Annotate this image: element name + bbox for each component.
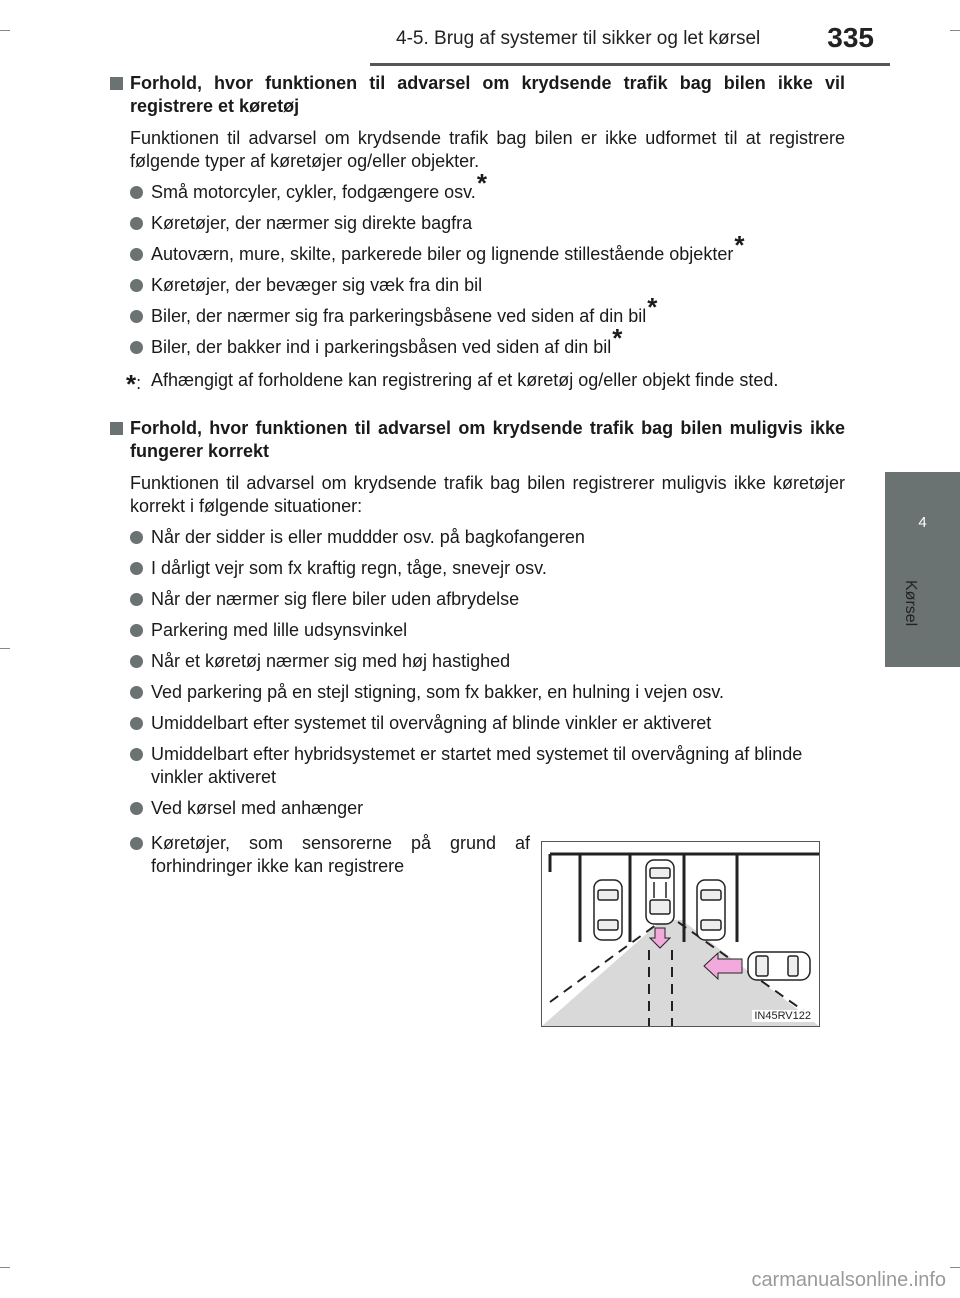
list-item-text: Når der sidder is eller muddder osv. på bagkofangeren [151,527,585,547]
list-item-text: Biler, der bakker ind i parkeringsbåsen ved siden af din bil [151,337,612,357]
list-item [110,526,845,549]
section-heading [110,417,845,463]
crop-mark [0,648,10,649]
list-item-text: Køretøjer, der nærmer sig direkte bagfra [151,213,473,233]
crop-mark [0,30,10,31]
round-bullet-icon [130,717,143,730]
list-item [110,619,845,642]
list-item-text: Ved kørsel med anhænger [151,798,364,818]
list-item-text: Små motorcyler, cykler, fodgængere osv. [151,182,476,202]
approaching-car [748,952,810,980]
list-item [110,743,845,789]
list-item-text: Biler, der nærmer sig fra parkeringsbåsene ved siden af din bil [151,306,647,326]
round-bullet-icon [130,562,143,575]
figure-code: IN45RV122 [754,1010,811,1022]
round-bullet-icon [130,802,143,815]
footnote-text: Afhængigt af forholdene kan registrering af et køretøj og/eller objekt finde sted. [151,370,779,390]
section-heading-text: Forhold, hvor funktionen til advarsel om krydsende trafik bag bilen ikke vil registrere et køretøj [130,73,845,116]
list-item-text: Ved parkering på en stejl stigning, som fx bakker, en hulning i vejen osv. [151,682,725,702]
chapter-label [895,580,921,650]
list-item [110,323,845,359]
round-bullet-icon [130,748,143,761]
footnote-star: * [476,168,487,198]
list-item [110,230,845,266]
round-bullet-icon [130,593,143,606]
list-item [110,797,845,820]
list-item [110,557,845,580]
list-item-text: Umiddelbart efter systemet til overvågning af blinde vinkler er aktiveret [151,713,712,733]
list-item-text: Køretøjer, som sensorerne på grund af forhindringer ikke kan registrere [151,833,530,876]
crop-mark [950,1267,960,1268]
list-item [110,168,845,204]
list-item [110,681,845,704]
round-bullet-icon [130,310,143,323]
list-item-text: Når et køretøj nærmer sig med høj hastighed [151,651,511,671]
list-item [110,292,845,328]
page-number: 335 [827,22,874,53]
crop-mark [0,1267,10,1268]
footnote-star: * [612,323,623,353]
round-bullet-icon [130,186,143,199]
list-item [110,712,845,735]
chapter-number: 4 [918,514,927,531]
square-bullet-icon [110,422,123,435]
list-item-text: Autoværn, mure, skilte, parkerede biler og lignende stillestående objekter [151,244,734,264]
header-rule [370,63,890,66]
parked-car-left [594,880,622,940]
list-item-text: Parkering med lille udsynsvinkel [151,620,408,640]
footnote-star: * [647,292,658,322]
chapter-label-text: Kørsel [902,580,919,627]
main-content [110,72,845,878]
round-bullet-icon [130,837,143,850]
list-item-text: Når der nærmer sig flere biler uden afbrydelse [151,589,520,609]
list-item-text: I dårligt vejr som fx kraftig regn, tåge, snevejr osv. [151,558,547,578]
round-bullet-icon [130,279,143,292]
parking-illustration [541,841,820,1027]
square-bullet-icon [110,77,123,90]
section-heading-text: Forhold, hvor funktionen til advarsel om krydsende trafik bag bilen muligvis ikke fungerer korrekt [130,418,845,461]
crop-mark [950,30,960,31]
round-bullet-icon [130,531,143,544]
section-intro: Funktionen til advarsel om krydsende trafik bag bilen registrerer muligvis ikke køretøjer korrekt i følgende situationer: [130,473,845,516]
list-item [110,650,845,673]
list-item [110,588,845,611]
list-item [110,274,845,297]
own-car [646,860,674,924]
section-title: 4-5. Brug af systemer til sikker og let kørsel [396,28,761,49]
round-bullet-icon [130,341,143,354]
round-bullet-icon [130,624,143,637]
footnote-mark: *: [126,369,142,399]
section-intro: Funktionen til advarsel om krydsende trafik bag bilen er ikke udformet til at registrere følgende typer af køretøjer og/eller objekter. [130,128,845,171]
round-bullet-icon [130,248,143,261]
section-heading [110,72,845,118]
round-bullet-icon [130,686,143,699]
parking-diagram [542,842,819,1026]
list-item [110,832,530,878]
round-bullet-icon [130,655,143,668]
watermark: carmanualsonline.info [751,1269,946,1291]
list-item-text: Umiddelbart efter hybridsystemet er startet med systemet til overvågning af blinde vinkler aktiveret [151,744,803,787]
list-item-text: Køretøjer, der bevæger sig væk fra din bil [151,275,483,295]
page-header [370,20,890,60]
footnote [110,367,845,399]
parked-car-right [697,880,725,940]
footnote-star: * [734,230,745,260]
round-bullet-icon [130,217,143,230]
